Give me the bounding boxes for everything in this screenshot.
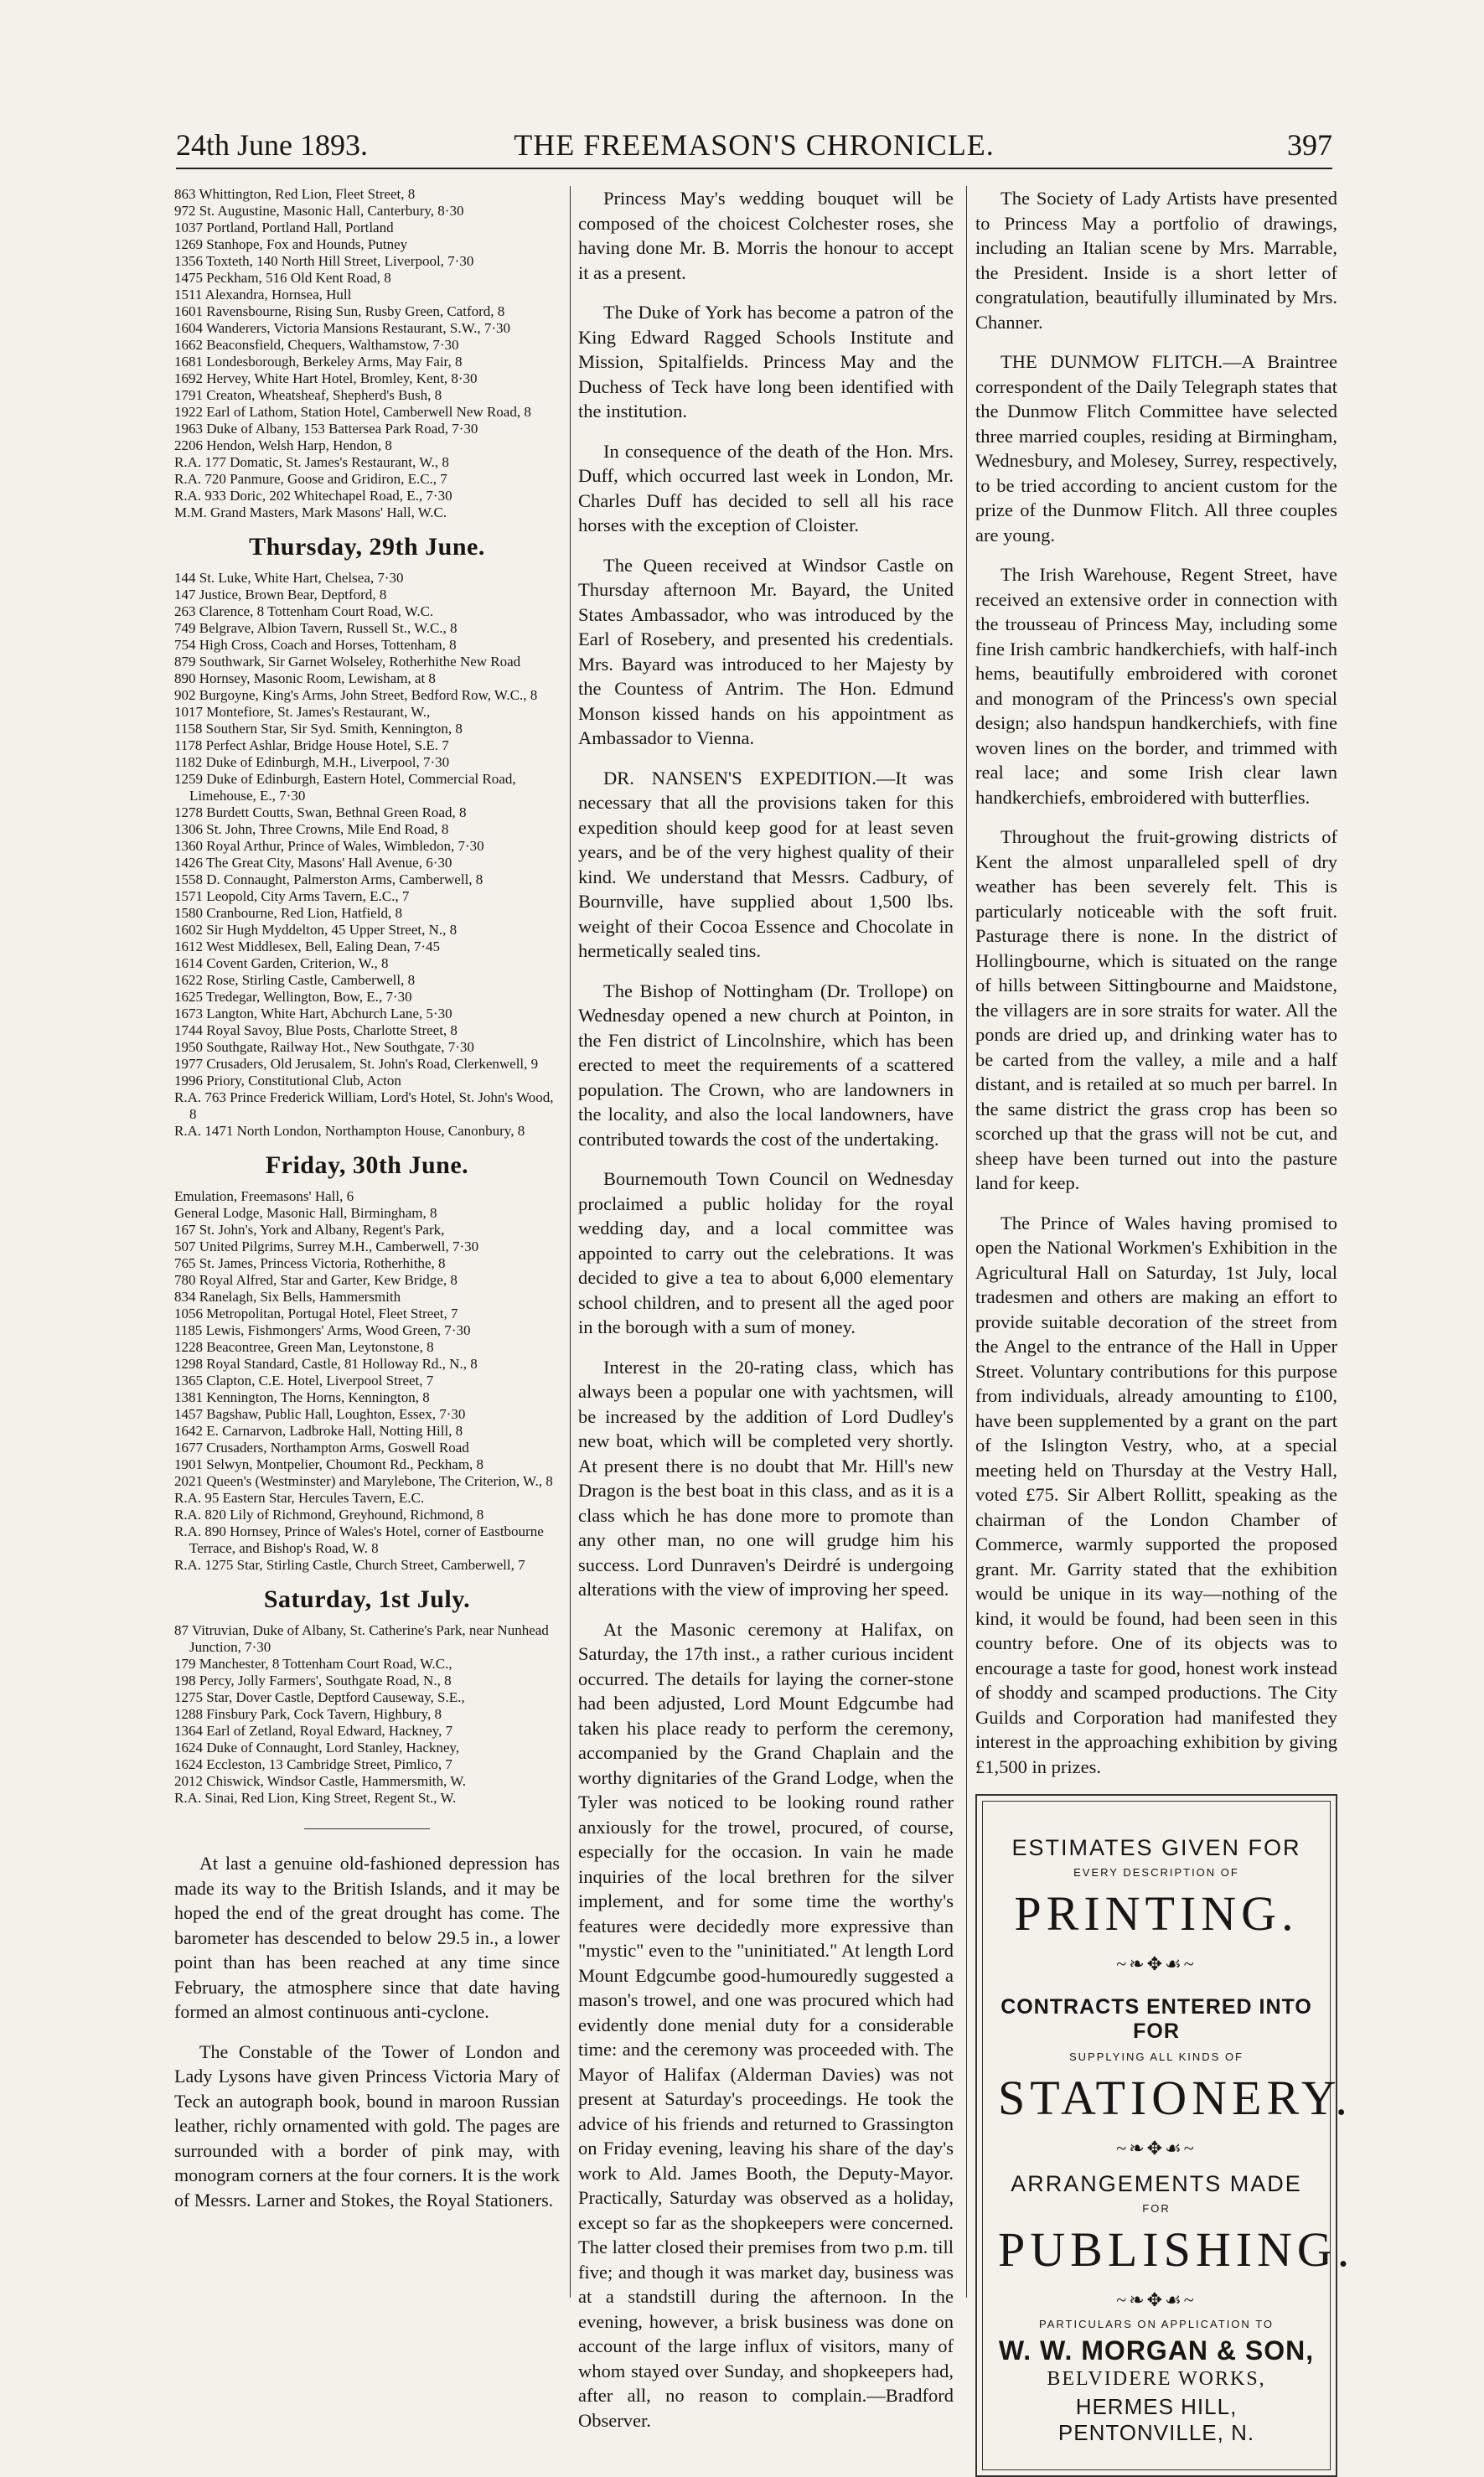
lodge-entry: R.A. Sinai, Red Lion, King Street, Regent St., W. xyxy=(174,1790,457,1806)
day-heading-saturday: Saturday, 1st July. xyxy=(263,1585,471,1613)
advertisement-frame xyxy=(982,1801,1355,2470)
article-paragraph: Princess May's wedding bouquet will be composed of the choicest Colchester roses, she having done Mr. B. Morris the honour to accept it as a present. xyxy=(578,188,954,283)
lodge-list-thursday xyxy=(174,570,560,1140)
ad-stationery: STATIONERY. xyxy=(998,2071,1352,2125)
lodge-entry: 1158 Southern Star, Sir Syd. Smith, Kennington, 8 xyxy=(174,721,463,737)
article-paragraph: Bournemouth Town Council on Wednesday proclaimed a public holiday for the royal wedding day, and a local committee was appointed to carry out the celebrations. It was decided to give a tea to about 6,000 elementary school children, and to present all the aged poor in the borough with a sum of money. xyxy=(578,1168,954,1337)
lodge-entry: 1364 Earl of Zetland, Royal Edward, Hackney, 7 xyxy=(174,1723,453,1739)
article-paragraph: The Constable of the Tower of London and Lady Lysons have given Princess Victoria Mary of Teck an autograph book, bound in maroon Russian leather, richly ornamented with gold. The pages are surrounded with a border of pink may, with monogram corners at the four corners. It is the work of Messrs. Larner and Stokes, the Royal Stationers. xyxy=(174,2040,560,2211)
section-separator xyxy=(304,1828,430,1829)
article-paragraph: The Irish Warehouse, Regent Street, have received an extensive order in connection with the trousseau of Princess May, including some fine Irish cambric handkerchiefs, with half-inch hems, beautifully embroidered with coronet and monogram of the Princess's own special design; also handspun handkerchiefs, with fine woven lines on the border, and trimmed with real lace; and some Irish clear lawn handkerchiefs, embroidered with butterflies. xyxy=(975,564,1337,808)
ad-arrangements: ARRANGEMENTS MADE xyxy=(1011,2171,1302,2196)
ad-for: FOR xyxy=(1142,2202,1171,2215)
article-paragraph: The Queen received at Windsor Castle on Thursday afternoon Mr. Bayard, the United States Ambassador, who was introduced by the Earl of Rosebery, and presented his credentials. Mrs. Bayard was introduced to her Majesty by the Countess of Antrim. The Hon. Edmund Monson kissed hands on his appointment as Ambassador to Vienna. xyxy=(578,554,954,748)
column-1-articles xyxy=(174,1851,560,2212)
lodge-entry: 1601 Ravensbourne, Rising Sun, Rusby Green, Catford, 8 xyxy=(174,303,505,319)
lodge-entry: R.A. 720 Panmure, Goose and Gridiron, E.C., 7 xyxy=(174,471,447,487)
lodge-entry: 263 Clarence, 8 Tottenham Court Road, W.C. xyxy=(174,603,434,619)
ad-printing: PRINTING. xyxy=(1014,1886,1299,1941)
lodge-entry: 749 Belgrave, Albion Tavern, Russell St., W.C., 8 xyxy=(174,620,458,636)
page-header xyxy=(176,126,1332,164)
lodge-list-friday xyxy=(174,1188,560,1574)
lodge-entry: R.A. 933 Doric, 202 Whitechapel Road, E., 7·30 xyxy=(174,488,452,504)
lodge-entry: 1360 Royal Arthur, Prince of Wales, Wimbledon, 7·30 xyxy=(174,838,484,854)
lodge-entry: 179 Manchester, 8 Tottenham Court Road, W.C., xyxy=(174,1656,452,1672)
column-divider xyxy=(966,186,967,2298)
ad-estimates: ESTIMATES GIVEN FOR xyxy=(1011,1835,1301,1860)
lodge-entry: General Lodge, Masonic Hall, Birmingham, 8 xyxy=(174,1205,437,1221)
lodge-entry: 1901 Selwyn, Montpelier, Choumont Rd., Peckham, 8 xyxy=(174,1456,484,1472)
ad-works: BELVIDERE WORKS, xyxy=(1047,2368,1266,2390)
lodge-entry: R.A. 820 Lily of Richmond, Greyhound, Richmond, 8 xyxy=(174,1507,484,1523)
lodge-entry: 1306 St. John, Three Crowns, Mile End Road, 8 xyxy=(174,821,449,837)
lodge-entry: 198 Percy, Jolly Farmers', Southgate Road, N., 8 xyxy=(174,1673,452,1688)
lodge-entry: 1622 Rose, Stirling Castle, Camberwell, 8 xyxy=(174,972,416,988)
column-divider xyxy=(570,186,571,2298)
lodge-entry: 1950 Southgate, Railway Hot., New Southgate, 7·30 xyxy=(174,1039,474,1055)
lodge-entry: 2021 Queen's (Westminster) and Marylebone, The Criterion, W., 8 xyxy=(174,1473,553,1489)
lodge-entry: 1275 Star, Dover Castle, Deptford Causeway, S.E., xyxy=(174,1689,465,1705)
article-paragraph: The Bishop of Nottingham (Dr. Trollope) on Wednesday opened a new church at Pointon, in the Fen district of Lincolnshire, which has been erected to meet the requirements of a scattered population. The Crown, who are landowners in the locality, and also the local landowners, have contributed towards the cost of the undertaking. xyxy=(578,980,954,1150)
lodge-entry: 1791 Creaton, Wheatsheaf, Shepherd's Bush, 8 xyxy=(174,387,442,403)
lodge-entry: R.A. 763 Prince Frederick William, Lord's Hotel, St. John's Wood, 8 xyxy=(174,1089,554,1122)
lodge-entry: 1558 D. Connaught, Palmerston Arms, Camberwell, 8 xyxy=(174,871,483,887)
article-paragraph: At the Masonic ceremony at Halifax, on Saturday, the 17th inst., a rather curious incident occurred. The details for laying the corner-stone had been adjusted, Lord Mount Edgcumbe had taken his place ready to perform the ceremony, accompanied by the Grand Chaplain and the worthy dignitaries of the Grand Lodge, when the Tyler was noticed to be looking round rather anxiously for the trowel, procured, of course, especially for the occasion. In vain he made inquiries of the local brethren for the silver implement, and for some time the worthy's features were decidedly more expressive than "mystic" even to the "uninitiated." At length Lord Mount Edgcumbe good-humouredly suggested a mason's trowel, and one was procured which had evidently done menial duty for a considerable time: and the ceremony was proceeded with. The Mayor of Halifax (Alderman Davies) was not present at Saturday's proceedings. He took the advice of his friends and returned to Grassington on Friday evening, leaving his share of the day's work to Ald. James Booth, the Deputy-Mayor. Practically, Saturday was observed as a holiday, except so far as the shopkeepers were concerned. The latter closed their premises from two p.m. till five; and though it was market day, business was at a standstill during the afternoon. In the evening, however, a brisk business was done on account of the large influx of visitors, many of whom stayed over Sunday, and shopkeepers had, after all, no reason to complain.—Bradford Observer. xyxy=(578,1618,954,2431)
lodge-entry: 1624 Eccleston, 13 Cambridge Street, Pimlico, 7 xyxy=(174,1756,452,1772)
lodge-entry: 1963 Duke of Albany, 153 Battersea Park Road, 7·30 xyxy=(174,421,478,437)
page-number: 397 xyxy=(1287,128,1332,162)
masthead-title: THE FREEMASON'S CHRONICLE. xyxy=(514,128,995,162)
lodge-entry: 1580 Cranbourne, Red Lion, Hatfield, 8 xyxy=(174,905,402,921)
lodge-entry: 147 Justice, Brown Bear, Deptford, 8 xyxy=(174,587,387,602)
lodge-entry: 1269 Stanhope, Fox and Hounds, Putney xyxy=(174,236,408,252)
lodge-entry: 1185 Lewis, Fishmongers' Arms, Wood Green, 7·30 xyxy=(174,1322,471,1338)
article-paragraph: In consequence of the death of the Hon. Mrs. Duff, which occurred last week in London, Mr. Charles Duff has decided to sell all his race horses with the exception of Cloister. xyxy=(578,440,954,535)
ornament-icon: ~❧✥☙~ xyxy=(1116,2138,1197,2159)
lodge-entry: 972 St. Augustine, Masonic Hall, Canterbury, 8·30 xyxy=(174,203,464,219)
day-heading-friday: Friday, 30th June. xyxy=(265,1151,469,1179)
lodge-entry: 1259 Duke of Edinburgh, Eastern Hotel, Commercial Road, Limehouse, E., 7·30 xyxy=(174,771,516,804)
lodge-entry: 1278 Burdett Coutts, Swan, Bethnal Green Road, 8 xyxy=(174,804,467,820)
lodge-entry: 1365 Clapton, C.E. Hotel, Liverpool Street, 7 xyxy=(174,1373,434,1388)
lodge-entry: 87 Vitruvian, Duke of Albany, St. Catherine's Park, near Nunhead Junction, 7·30 xyxy=(174,1622,549,1655)
lodge-entry: 1178 Perfect Ashlar, Bridge House Hotel, S.E. 7 xyxy=(174,737,449,753)
lodge-entry: 1037 Portland, Portland Hall, Portland xyxy=(174,220,394,235)
lodge-entry: 507 United Pilgrims, Surrey M.H., Camberwell, 7·30 xyxy=(174,1238,479,1254)
lodge-entry: 1056 Metropolitan, Portugal Hotel, Fleet Street, 7 xyxy=(174,1306,458,1321)
lodge-entry: 2012 Chiswick, Windsor Castle, Hammersmith, W. xyxy=(174,1773,466,1789)
lodge-entry: 1457 Bagshaw, Public Hall, Loughton, Essex, 7·30 xyxy=(174,1406,466,1422)
lodge-entry: 754 High Cross, Coach and Horses, Tottenham, 8 xyxy=(174,637,457,653)
lodge-entry: 1922 Earl of Lathom, Station Hotel, Camberwell New Road, 8 xyxy=(174,404,531,420)
lodge-entry: 144 St. Luke, White Hart, Chelsea, 7·30 xyxy=(174,570,404,586)
lodge-entry: 879 Southwark, Sir Garnet Wolseley, Rotherhithe New Road xyxy=(174,654,521,670)
ad-contracts: CONTRACTS ENTERED INTO FOR xyxy=(1001,1995,1312,2043)
lodge-entry: 863 Whittington, Red Lion, Fleet Street, 8 xyxy=(174,186,416,202)
lodge-entry: 1624 Duke of Connaught, Lord Stanley, Hackney, xyxy=(174,1740,460,1756)
ad-firm-name: W. W. MORGAN & SON, xyxy=(998,2335,1315,2366)
lodge-entry: 1625 Tredegar, Wellington, Bow, E., 7·30 xyxy=(174,989,412,1005)
lodge-entry: 1681 Londesborough, Berkeley Arms, May Fair, 8 xyxy=(174,354,463,370)
lodge-entry: 1662 Beaconsfield, Chequers, Walthamstow, 7·30 xyxy=(174,337,459,353)
day-heading-thursday: Thursday, 29th June. xyxy=(249,533,485,561)
lodge-entry: 834 Ranelagh, Six Bells, Hammersmith xyxy=(174,1289,401,1305)
lodge-entry: 1642 E. Carnarvon, Ladbroke Hall, Notting Hill, 8 xyxy=(174,1423,463,1439)
article-paragraph: THE DUNMOW FLITCH.—A Braintree correspondent of the Daily Telegraph states that the Dunmow Flitch Committee have selected three married couples, residing at Birmingham, Wednesbury, and Molesey, Surrey, respectively, to be tried according to ancient custom for the prize of the Dunmow Flitch. All three couples are young. xyxy=(975,351,1337,546)
lodge-entry: 1571 Leopold, City Arms Tavern, E.C., 7 xyxy=(174,888,410,904)
article-paragraph: The Society of Lady Artists have presented to Princess May a portfolio of drawings, including an Italian scene by Mrs. Marrable, the President. Inside is a short letter of congratulation, beautifully illuminated by Mrs. Channer. xyxy=(975,188,1337,333)
lodge-entry: 1426 The Great City, Masons' Hall Avenue, 6·30 xyxy=(174,855,452,871)
ad-every-description: EVERY DESCRIPTION OF xyxy=(1073,1866,1239,1879)
printing-advertisement xyxy=(975,1794,1355,2477)
lodge-entry: 1996 Priory, Constitutional Club, Acton xyxy=(174,1073,401,1089)
ad-particulars: PARTICULARS ON APPLICATION TO xyxy=(1038,2318,1275,2330)
lodge-entry: Emulation, Freemasons' Hall, 6 xyxy=(174,1188,354,1204)
header-rule xyxy=(176,168,1332,169)
lodge-entry: 1182 Duke of Edinburgh, M.H., Liverpool, 7·30 xyxy=(174,754,450,770)
lodge-entry: 1977 Crusaders, Old Jerusalem, St. John's Road, Clerkenwell, 9 xyxy=(174,1056,539,1072)
lodge-entry: R.A. 95 Eastern Star, Hercules Tavern, E.C. xyxy=(174,1490,425,1506)
ad-supplying: SUPPLYING ALL KINDS OF xyxy=(1069,2050,1244,2063)
lodge-entry: M.M. Grand Masters, Mark Masons' Hall, W.C. xyxy=(174,504,447,520)
column-3 xyxy=(975,186,1355,2445)
lodge-entry: 1692 Hervey, White Hart Hotel, Bromley, Kent, 8·30 xyxy=(174,370,478,386)
article-paragraph: DR. NANSEN'S EXPEDITION.—It was necessary that all the provisions taken for this expedition should keep good for at least seven years, and be of the very highest quality of their kind. We understand that Messrs. Cadbury, of Bournville, have supplied about 1,500 lbs. weight of their Cocoa Essence and Chocolate in hermetically sealed tins. xyxy=(578,767,954,961)
lodge-entry: 890 Hornsey, Masonic Room, Lewisham, at 8 xyxy=(174,670,436,686)
lodge-entry: 780 Royal Alfred, Star and Garter, Kew Bridge, 8 xyxy=(174,1272,458,1288)
lodge-entry: 1744 Royal Savoy, Blue Posts, Charlotte Street, 8 xyxy=(174,1022,458,1038)
lodge-entry: 1228 Beacontree, Green Man, Leytonstone, 8 xyxy=(174,1339,434,1355)
article-paragraph: Interest in the 20-rating class, which has always been a popular one with yachtsmen, will be increased by the addition of Lord Dudley's new boat, which will be completed very shortly. At present there is no doubt that Mr. Hill's new Dragon is the best boat in this class, and as it is a class which he has done more to promote than any other man, no one will grudge him his success. Lord Dunraven's Deirdré is undergoing alterations with the view of improving her speed. xyxy=(578,1356,954,1600)
lodge-entry: 1288 Finsbury Park, Cock Tavern, Highbury, 8 xyxy=(174,1706,442,1722)
lodge-entry: 1604 Wanderers, Victoria Mansions Restaurant, S.W., 7·30 xyxy=(174,320,510,336)
ornament-icon: ~❧✥☙~ xyxy=(1116,2289,1197,2310)
column-1 xyxy=(174,186,560,2314)
article-paragraph: The Prince of Wales having promised to open the National Workmen's Exhibition in the Agricultural Hall on Saturday, 1st July, local tradesmen and others are making an effort to provide suitable decoration of the street from the Angel to the entrance of the Hall in Upper Street. Voluntary contributions for this purpose from individuals, already amounting to £100, have been supplemented by a grant on the part of the Islington Vestry, who, at a special meeting held on Thursday at the Vestry Hall, voted £75. Sir Albert Rollitt, speaking as the chairman of the London Chamber of Commerce, warmly supported the proposed grant. Mr. Garrity stated that the exhibition would be unique in its way—nothing of the kind, it would be found, had been seen in this country before. One of its objects was to encourage a taste for good, honest work instead of shoddy and scamped productions. The City Guilds and Corporation had manifested they interest in the approaching exhibition by giving £1,500 in prizes. xyxy=(975,1212,1337,1777)
lodge-entry: 1614 Covent Garden, Criterion, W., 8 xyxy=(174,955,389,971)
article-paragraph: Throughout the fruit-growing districts of Kent the almost unparalleled spell of dry weather has been severely felt. This is particularly noticeable with the soft fruit. Pasturage there is none. In the district of Hollingbourne, which is situated on the range of hills between Sittingbourne and Maidstone, the villagers are in sore straits for water. All the ponds are dried up, and drinking water has to be carted from the valley, a mile and a half distant, and is retailed at so much per barrel. In the same district the grass crop has been so scorched up that the grass will not be cut, and sheep have been turned out into the pasture land for keep. xyxy=(975,826,1337,1193)
column-2-articles xyxy=(578,186,954,2433)
issue-date: 24th June 1893. xyxy=(176,128,368,162)
ornament-icon: ~❧✥☙~ xyxy=(1116,1953,1197,1974)
lodge-entry: 1017 Montefiore, St. James's Restaurant, W., xyxy=(174,704,431,720)
column-3-articles xyxy=(975,186,1337,1779)
lodge-entry: R.A. 890 Hornsey, Prince of Wales's Hotel, corner of Eastbourne Terrace, and Bishop's Road, W. 8 xyxy=(174,1523,544,1556)
lodge-entry: 1602 Sir Hugh Myddelton, 45 Upper Street, N., 8 xyxy=(174,922,458,938)
lodge-entry: 1381 Kennington, The Horns, Kennington, 8 xyxy=(174,1389,430,1405)
lodge-entry: 1612 West Middlesex, Bell, Ealing Dean, 7·45 xyxy=(174,939,441,954)
lodge-list-saturday xyxy=(174,1622,560,1807)
lodge-entry: 2206 Hendon, Welsh Harp, Hendon, 8 xyxy=(174,437,392,453)
article-paragraph: The Duke of York has become a patron of the King Edward Ragged Schools Institute and Mission, Spitalfields. Princess May and the Duchess of Teck have long been identified with the institution. xyxy=(578,302,954,421)
lodge-entry: R.A. 177 Domatic, St. James's Restaurant, W., 8 xyxy=(174,454,449,470)
lodge-entry: 902 Burgoyne, King's Arms, John Street, Bedford Row, W.C., 8 xyxy=(174,687,538,703)
lodge-entry: 1298 Royal Standard, Castle, 81 Holloway Rd., N., 8 xyxy=(174,1356,478,1372)
lodge-entry: 1356 Toxteth, 140 North Hill Street, Liverpool, 7·30 xyxy=(174,253,474,269)
ad-address: HERMES HILL, PENTONVILLE, N. xyxy=(1057,2394,1255,2445)
lodge-entry: 167 St. John's, York and Albany, Regent's Park, xyxy=(174,1222,445,1238)
column-2 xyxy=(578,186,954,2431)
ad-publishing: PUBLISHING. xyxy=(998,2222,1355,2277)
lodge-entry: 1677 Crusaders, Northampton Arms, Goswell Road xyxy=(174,1440,469,1456)
article-paragraph: At last a genuine old-fashioned depression has made its way to the British Islands, and it may be hoped the end of the great drought has come. The barometer has descended to below 29.5 in., a lower point than has been reached at any time since February, the atmosphere since that date having formed an almost continuous anti-cyclone. xyxy=(174,1853,560,2022)
lodge-entry: 1475 Peckham, 516 Old Kent Road, 8 xyxy=(174,270,391,286)
lodge-entry: R.A. 1471 North London, Northampton House, Canonbury, 8 xyxy=(174,1123,525,1139)
lodge-entry: 765 St. James, Princess Victoria, Rotherhithe, 8 xyxy=(174,1255,446,1271)
lodge-entry: 1511 Alexandra, Hornsea, Hull xyxy=(174,287,352,303)
lodge-list-wednesday xyxy=(174,186,560,521)
lodge-entry: R.A. 1275 Star, Stirling Castle, Church Street, Camberwell, 7 xyxy=(174,1557,525,1573)
lodge-entry: 1673 Langton, White Hart, Abchurch Lane, 5·30 xyxy=(174,1006,452,1021)
